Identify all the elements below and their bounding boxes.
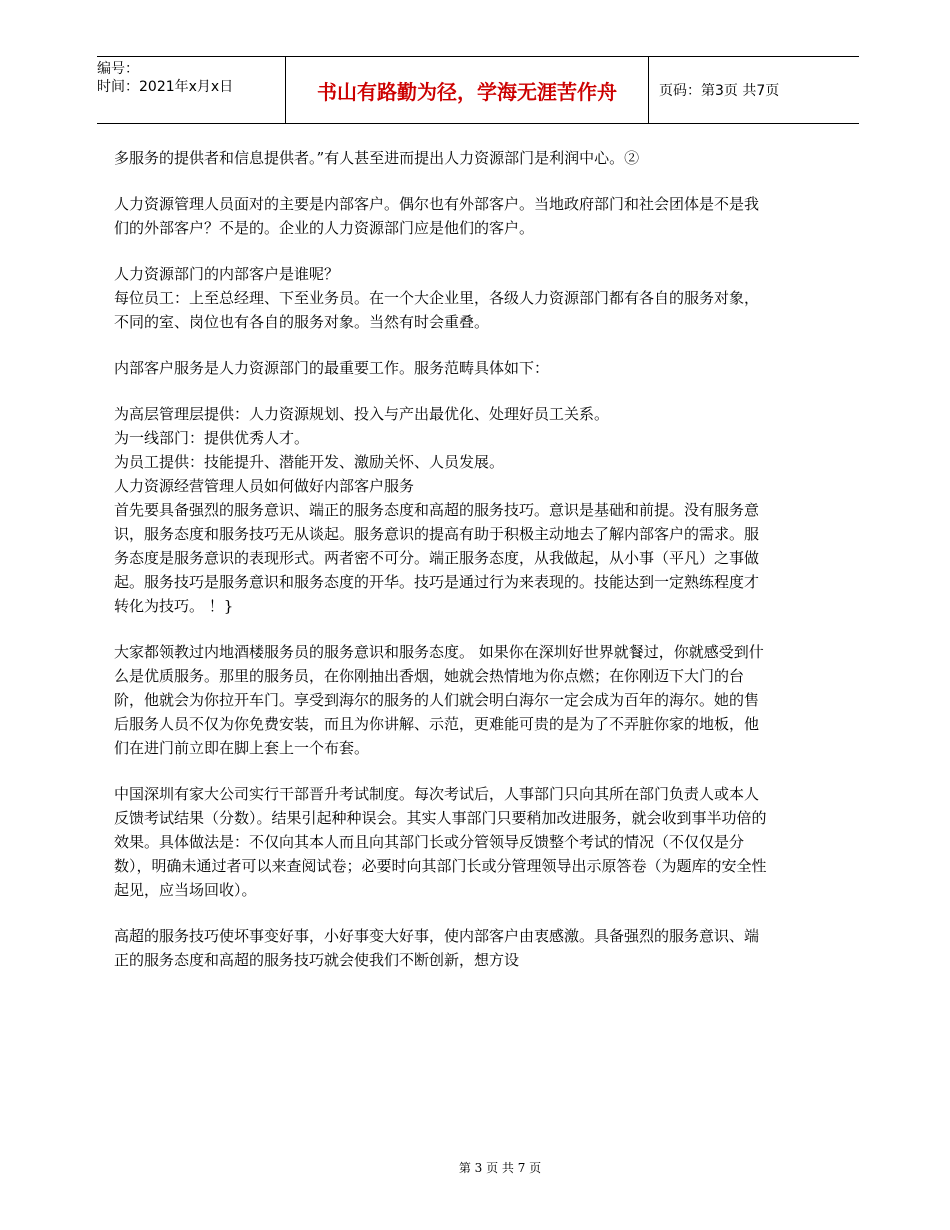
paragraph: 人力资源部门的内部客户是谁呢？: [114, 265, 340, 283]
header-motto: 书山有路勤为径，学海无涯苦作舟: [285, 57, 649, 123]
paragraph: 内部客户服务是人力资源部门的最重要工作。服务范畴具体如下：: [114, 359, 550, 377]
paragraph: 为高层管理层提供：人力资源规划、投入与产出最优化、处理好员工关系。: [114, 405, 610, 423]
paragraph: 人力资源管理人员面对的主要是内部客户。偶尔也有外部客户。当地政府部门和社会团体是不是我们的外部客户？不是的。企业的人力资源部门应是他们的客户。: [114, 195, 760, 237]
paragraph: 为员工提供：技能提升、潜能开发、激励关怀、人员发展。: [114, 453, 505, 471]
document-body: [114, 146, 770, 972]
document-time-label: 时间：2021年x月x日: [97, 79, 234, 95]
paragraph: 人力资源经营管理人员如何做好内部客户服务: [114, 477, 415, 495]
paragraph: 中国深圳有家大公司实行干部晋升考试制度。每次考试后，人事部门只向其所在部门负责人或本人反馈考试结果（分数）。结果引起种种误会。其实人事部门只要稍加改进服务，就会收到事半功倍的效果。具体做法是：不仅向其本人而且向其部门长或分管领导反馈整个考试的情况（不仅仅是分数），明确未通过者可以来查阅试卷；必要时向其部门长或分管理领导出示原答卷（为题库的安全性起见，应当场回收）。: [114, 785, 767, 899]
page-header: [97, 56, 859, 124]
paragraph: 大家都领教过内地酒楼服务员的服务意识和服务态度。 如果你在深圳好世界就餐过，你就感受到什么是优质服务。那里的服务员，在你刚抽出香烟，她就会热情地为你点燃；在你刚迈下大门的台阶，他就会为你拉开车门。享受到海尔的服务的人们就会明白海尔一定会成为百年的海尔。她的售后服务人员不仅为你免费安装，而且为你讲解、示范，更难能可贵的是为了不弄脏你家的地板，他们在进门前立即在脚上套上一个布套。: [114, 643, 764, 757]
paragraph: 为一线部门：提供优秀人才。: [114, 429, 310, 447]
paragraph: 每位员工：上至总经理、下至业务员。在一个大企业里，各级人力资源部门都有各自的服务对象，不同的室、岗位也有各自的服务对象。当然有时会重叠。: [114, 289, 760, 331]
paragraph: 高超的服务技巧使坏事变好事，小好事变大好事，使内部客户由衷感激。具备强烈的服务意识、端正的服务态度和高超的服务技巧就会使我们不断创新，想方设: [114, 927, 760, 969]
header-meta: [97, 57, 285, 123]
page-footer: 第 3 页 共 7 页: [458, 1161, 542, 1175]
paragraph: 多服务的提供者和信息提供者。”有人甚至进而提出人力资源部门是利润中心。②: [114, 149, 640, 167]
paragraph: 首先要具备强烈的服务意识、端正的服务态度和高超的服务技巧。意识是基础和前提。没有服务意识，服务态度和服务技巧无从谈起。服务意识的提高有助于积极主动地去了解内部客户的需求。服务态度是服务意识的表现形式。两者密不可分。端正服务态度，从我做起，从小事（平凡）之事做起。服务技巧是服务意识和服务态度的开华。技巧是通过行为来表现的。技能达到一定熟练程度才转化为技巧。 ！}: [114, 501, 760, 615]
header-page-info: 页码：第3页 共7页: [659, 83, 780, 99]
document-number-label: 编号：: [97, 61, 139, 77]
